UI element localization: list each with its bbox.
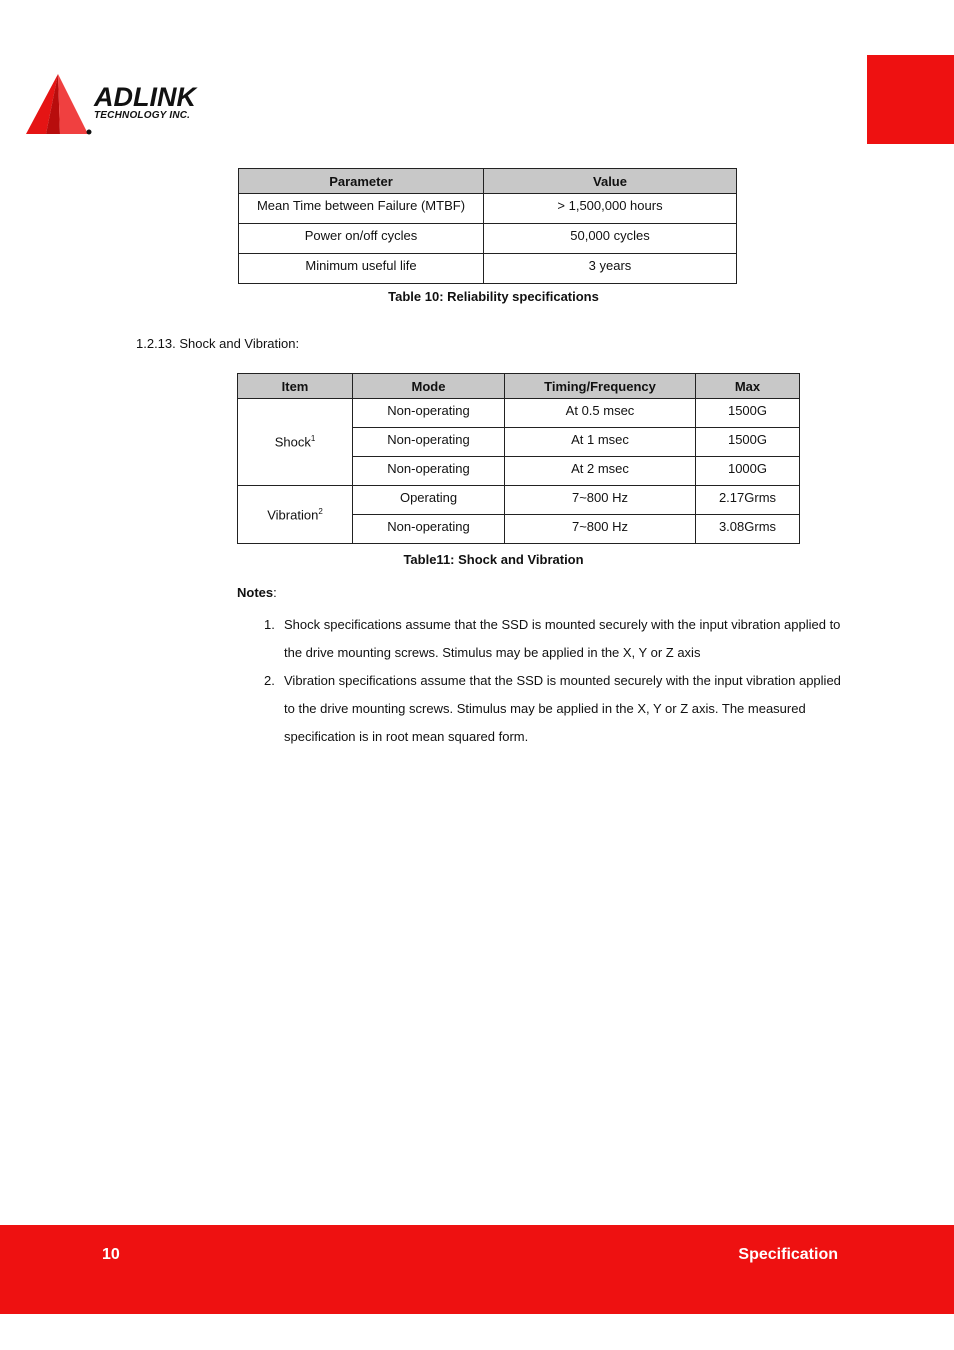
timing-cell: At 2 msec (505, 457, 696, 486)
page-number: 10 (102, 1246, 120, 1263)
table-row (239, 254, 737, 284)
page-footer (0, 1225, 954, 1314)
mode-cell: Operating (353, 486, 505, 515)
note-number: 2. (264, 673, 275, 688)
item-cell-vibration (238, 486, 353, 544)
timing-cell: At 0.5 msec (505, 399, 696, 428)
shock-vibration-table (237, 373, 800, 544)
note-text: Shock specifications assume that the SSD is mounted securely with the input vibration applied to the drive mounting screws. Stimulus may be applied in the X, Y or Z axis (284, 617, 841, 660)
mode-cell: Non-operating (353, 515, 505, 544)
section-heading: 1.2.13. Shock and Vibration: (136, 336, 300, 351)
column-header: Item (238, 374, 353, 399)
footer-section-name: Specification (738, 1246, 838, 1263)
note-text: Vibration specifications assume that the SSD is mounted securely with the input vibration applied to the drive mounting screws. Stimulus may be applied in the X, Y or Z axis. The measured specification is in root mean squared form. (284, 673, 841, 744)
column-header: Max (696, 374, 800, 399)
value-cell: 3 years (484, 254, 737, 284)
column-header: Value (484, 169, 737, 194)
table-row (238, 486, 800, 515)
reliability-table (238, 168, 737, 284)
note-item (264, 667, 844, 751)
table-row (239, 224, 737, 254)
table-row (238, 399, 800, 428)
logo-triangle-icon (24, 72, 94, 138)
note-item (264, 611, 844, 667)
footnote-marker: 1 (310, 434, 316, 444)
value-cell: 50,000 cycles (484, 224, 737, 254)
value-cell: > 1,500,000 hours (484, 194, 737, 224)
logo-tagline: TECHNOLOGY INC. (94, 110, 191, 121)
table-header-row (239, 169, 737, 194)
table-row (239, 194, 737, 224)
notes-label: Notes: (237, 585, 277, 600)
item-label: Vibration (267, 507, 319, 523)
item-cell-shock (238, 399, 353, 486)
parameter-cell: Power on/off cycles (239, 224, 484, 254)
max-cell: 1000G (696, 457, 800, 486)
timing-cell: 7~800 Hz (505, 486, 696, 515)
max-cell: 1500G (696, 428, 800, 457)
footnote-marker: 2 (318, 506, 323, 516)
table-header-row (238, 374, 800, 399)
max-cell: 2.17Grms (696, 486, 800, 515)
column-header: Parameter (239, 169, 484, 194)
table-caption: Table 10: Reliability specifications (388, 289, 599, 304)
max-cell: 3.08Grms (696, 515, 800, 544)
max-cell: 1500G (696, 399, 800, 428)
mode-cell: Non-operating (353, 457, 505, 486)
timing-cell: At 1 msec (505, 428, 696, 457)
parameter-cell: Minimum useful life (239, 254, 484, 284)
item-label: Shock (274, 434, 311, 450)
parameter-cell: Mean Time between Failure (MTBF) (239, 194, 484, 224)
table-caption: Table11: Shock and Vibration (403, 552, 584, 567)
mode-cell: Non-operating (353, 428, 505, 457)
mode-cell: Non-operating (353, 399, 505, 428)
column-header: Timing/Frequency (505, 374, 696, 399)
corner-tab (867, 55, 954, 144)
note-number: 1. (264, 617, 275, 632)
logo-name: ADLINK (94, 82, 196, 112)
timing-cell: 7~800 Hz (505, 515, 696, 544)
column-header: Mode (353, 374, 505, 399)
adlink-logo (24, 72, 234, 138)
